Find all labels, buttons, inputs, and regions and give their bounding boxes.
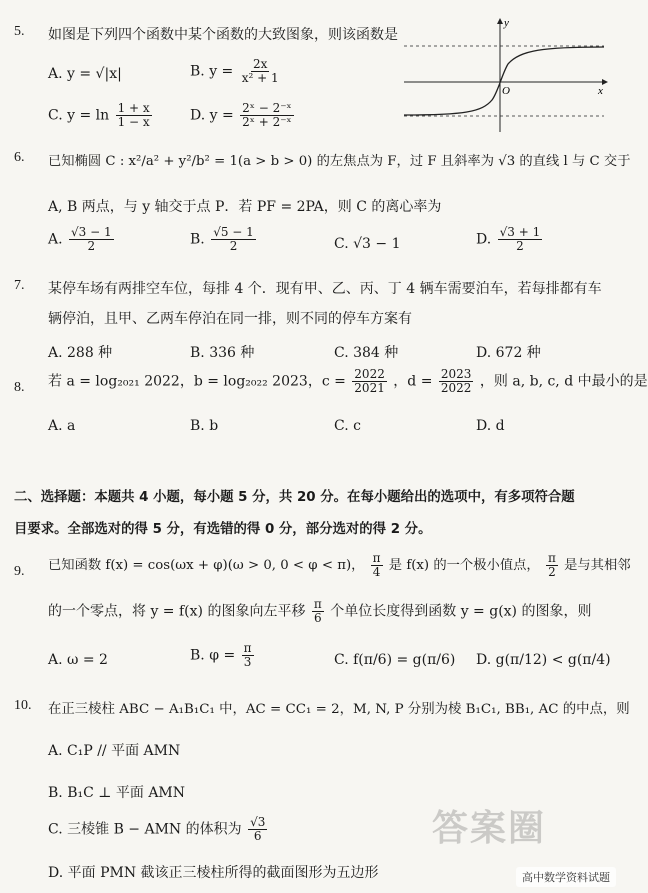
q8-c-num: 2022 xyxy=(354,367,385,381)
q5-b-num: 2x xyxy=(252,57,268,71)
q6-a-den: 2 xyxy=(87,239,96,254)
q6-option-a xyxy=(48,226,116,253)
section-2-heading-line-2: 目要求。全部选对的得 5 分，有选错的得 0 分，部分选对的得 2 分。 xyxy=(14,522,432,537)
q9-option-c: C. f(π/6) = g(π/6) xyxy=(334,652,456,668)
q7-option-a: A. 288 种 xyxy=(48,345,113,361)
q6-b-den: 2 xyxy=(229,239,238,254)
q8-d-den: 2022 xyxy=(440,381,472,396)
q7-number: 7. xyxy=(14,278,25,293)
q6-d-num: √3 + 1 xyxy=(499,225,541,239)
q5-option-d-label: D. y = xyxy=(190,107,234,124)
q5-option-b-fraction xyxy=(240,58,281,85)
q9-line-2 xyxy=(48,598,591,625)
q8-stem-c: ，则 a, b, c, d 中最小的是 xyxy=(479,373,648,390)
q9-option-a: A. ω = 2 xyxy=(48,652,108,668)
q9-pi4-den: 4 xyxy=(372,565,381,580)
q9-line-1 xyxy=(48,552,631,579)
q9-pi2-num: π xyxy=(547,551,556,565)
q6-option-a-label: A. xyxy=(48,231,63,248)
q9-b-den: 3 xyxy=(243,655,252,670)
q8-stem-b: ，d = xyxy=(393,373,433,390)
q8-number: 8. xyxy=(14,380,25,395)
q9-option-b-fraction xyxy=(242,642,254,669)
q5-c-num: 1 + x xyxy=(117,101,150,115)
q5-option-d-fraction xyxy=(240,102,293,129)
q5-d-num: 2ˣ − 2⁻ˣ xyxy=(242,101,292,115)
q5-option-b xyxy=(190,58,283,85)
q10-line-1: 在正三棱柱 ABC − A₁B₁C₁ 中，AC = CC₁ = 2，M, N, P 分别为棱 B₁C₁, BB₁, AC 的中点，则 xyxy=(48,702,630,717)
q8-option-c: C. c xyxy=(334,418,361,434)
q10-option-c xyxy=(48,816,269,843)
q8-c-den: 2021 xyxy=(354,381,385,396)
q10-option-d: D. 平面 PMN 截该正三棱柱所得的截面图形为五边形 xyxy=(48,865,379,881)
q5-number: 5. xyxy=(14,24,25,39)
answer-stamp-watermark: 答案圈 xyxy=(432,808,547,849)
q9-line-2b: 个单位长度得到函数 y = g(x) 的图象，则 xyxy=(330,603,592,620)
q7-option-d: D. 672 种 xyxy=(476,345,541,361)
q9-pi-over-6 xyxy=(312,598,324,625)
q10-option-a: A. C₁P // 平面 AMN xyxy=(48,743,181,759)
q10-number: 10. xyxy=(14,698,32,713)
q8-stem xyxy=(48,368,648,395)
q9-option-d: D. g(π/12) < g(π/4) xyxy=(476,652,611,668)
q10-c-num: √3 xyxy=(250,815,266,829)
q6-number: 6. xyxy=(14,150,25,165)
q9-pi2-den: 2 xyxy=(548,565,556,580)
q9-line-1b: 是 f(x) 的一个极小值点， xyxy=(388,558,540,574)
wechat-source-badge: 高中数学资料试题 xyxy=(516,867,616,887)
q10-option-c-fraction xyxy=(248,816,267,843)
q10-option-c-label: C. 三棱锥 B − AMN 的体积为 xyxy=(48,821,242,838)
q8-d-num: 2023 xyxy=(440,367,472,381)
q9-pi-over-2 xyxy=(546,552,558,579)
q5-graph-origin-label: O xyxy=(502,85,510,97)
q6-option-b xyxy=(190,226,258,253)
q8-option-a: A. a xyxy=(48,418,76,434)
q5-option-b-label: B. y = xyxy=(190,63,234,80)
q6-line-1: 已知椭圆 C : x²/a² + y²/b² = 1(a > b > 0) 的左焦点为 F，过 F 且斜率为 √3 的直线 l 与 C 交于 xyxy=(48,154,631,169)
q8-d-fraction xyxy=(439,368,474,395)
q9-pi4-num: π xyxy=(372,551,381,565)
q6-option-a-fraction xyxy=(69,226,114,253)
q9-number: 9. xyxy=(14,564,25,579)
q5-option-c-label: C. y = ln xyxy=(48,107,110,124)
q5-option-a: A. y = √|x| xyxy=(48,66,122,82)
q6-a-num: √3 − 1 xyxy=(71,225,112,239)
q5-function-graph xyxy=(404,16,610,134)
q7-line-1: 某停车场有两排空车位，每排 4 个．现有甲、乙、丙、丁 4 辆车需要泊车，若每排都有车 xyxy=(48,281,602,297)
q6-d-den: 2 xyxy=(516,239,524,254)
q6-option-d xyxy=(476,226,544,253)
q8-option-b: B. b xyxy=(190,418,219,434)
q6-option-d-fraction xyxy=(498,226,543,253)
q10-c-den: 6 xyxy=(253,829,262,844)
q5-option-d xyxy=(190,102,296,129)
q6-line-2: A, B 两点，与 y 轴交于点 P．若 PF = 2PA，则 C 的离心率为 xyxy=(48,199,442,215)
q9-line-1c: 是与其相邻 xyxy=(564,558,631,574)
q9-option-b-label: B. φ = xyxy=(190,647,236,664)
q5-graph-x-label: x xyxy=(598,85,603,97)
q9-pi6-den: 6 xyxy=(314,611,322,626)
q6-b-num: √5 − 1 xyxy=(213,225,254,239)
q10-option-b: B. B₁C ⊥ 平面 AMN xyxy=(48,785,186,801)
q5-option-c xyxy=(48,102,154,129)
q6-option-b-label: B. xyxy=(190,231,205,248)
q5-graph-y-label: y xyxy=(504,17,509,29)
q8-stem-a: 若 a = log₂₀₂₁ 2022，b = log₂₀₂₂ 2023，c = xyxy=(48,373,346,390)
q7-option-c: C. 384 种 xyxy=(334,345,399,361)
q9-line-1a: 已知函数 f(x) = cos(ωx + φ)(ω > 0, 0 < φ < π)， xyxy=(48,558,365,574)
q8-c-fraction xyxy=(352,368,387,395)
q6-option-d-label: D. xyxy=(476,231,492,248)
q7-option-b: B. 336 种 xyxy=(190,345,255,361)
q6-option-c: C. √3 − 1 xyxy=(334,236,401,252)
q5-d-den: 2ˣ + 2⁻ˣ xyxy=(242,115,292,130)
q9-b-num: π xyxy=(243,641,252,655)
q5-c-den: 1 − x xyxy=(117,115,150,130)
q9-pi-over-4 xyxy=(371,552,383,579)
q9-option-b xyxy=(190,642,256,669)
q9-pi6-num: π xyxy=(313,597,322,611)
q9-line-2a: 的一个零点，将 y = f(x) 的图象向左平移 xyxy=(48,603,306,620)
q5-option-c-fraction xyxy=(116,102,152,129)
section-2-heading-line-1: 二、选择题：本题共 4 小题，每小题 5 分，共 20 分。在每小题给出的选项中，有多项符合题 xyxy=(14,490,575,505)
q6-option-b-fraction xyxy=(211,226,256,253)
q8-option-d: D. d xyxy=(476,418,505,434)
q5-stem: 如图是下列四个函数中某个函数的大致图象，则该函数是 xyxy=(48,27,398,43)
q7-line-2: 辆停泊，且甲、乙两车停泊在同一排，则不同的停车方案有 xyxy=(48,311,412,327)
q5-b-den: x² + 1 xyxy=(241,71,279,86)
